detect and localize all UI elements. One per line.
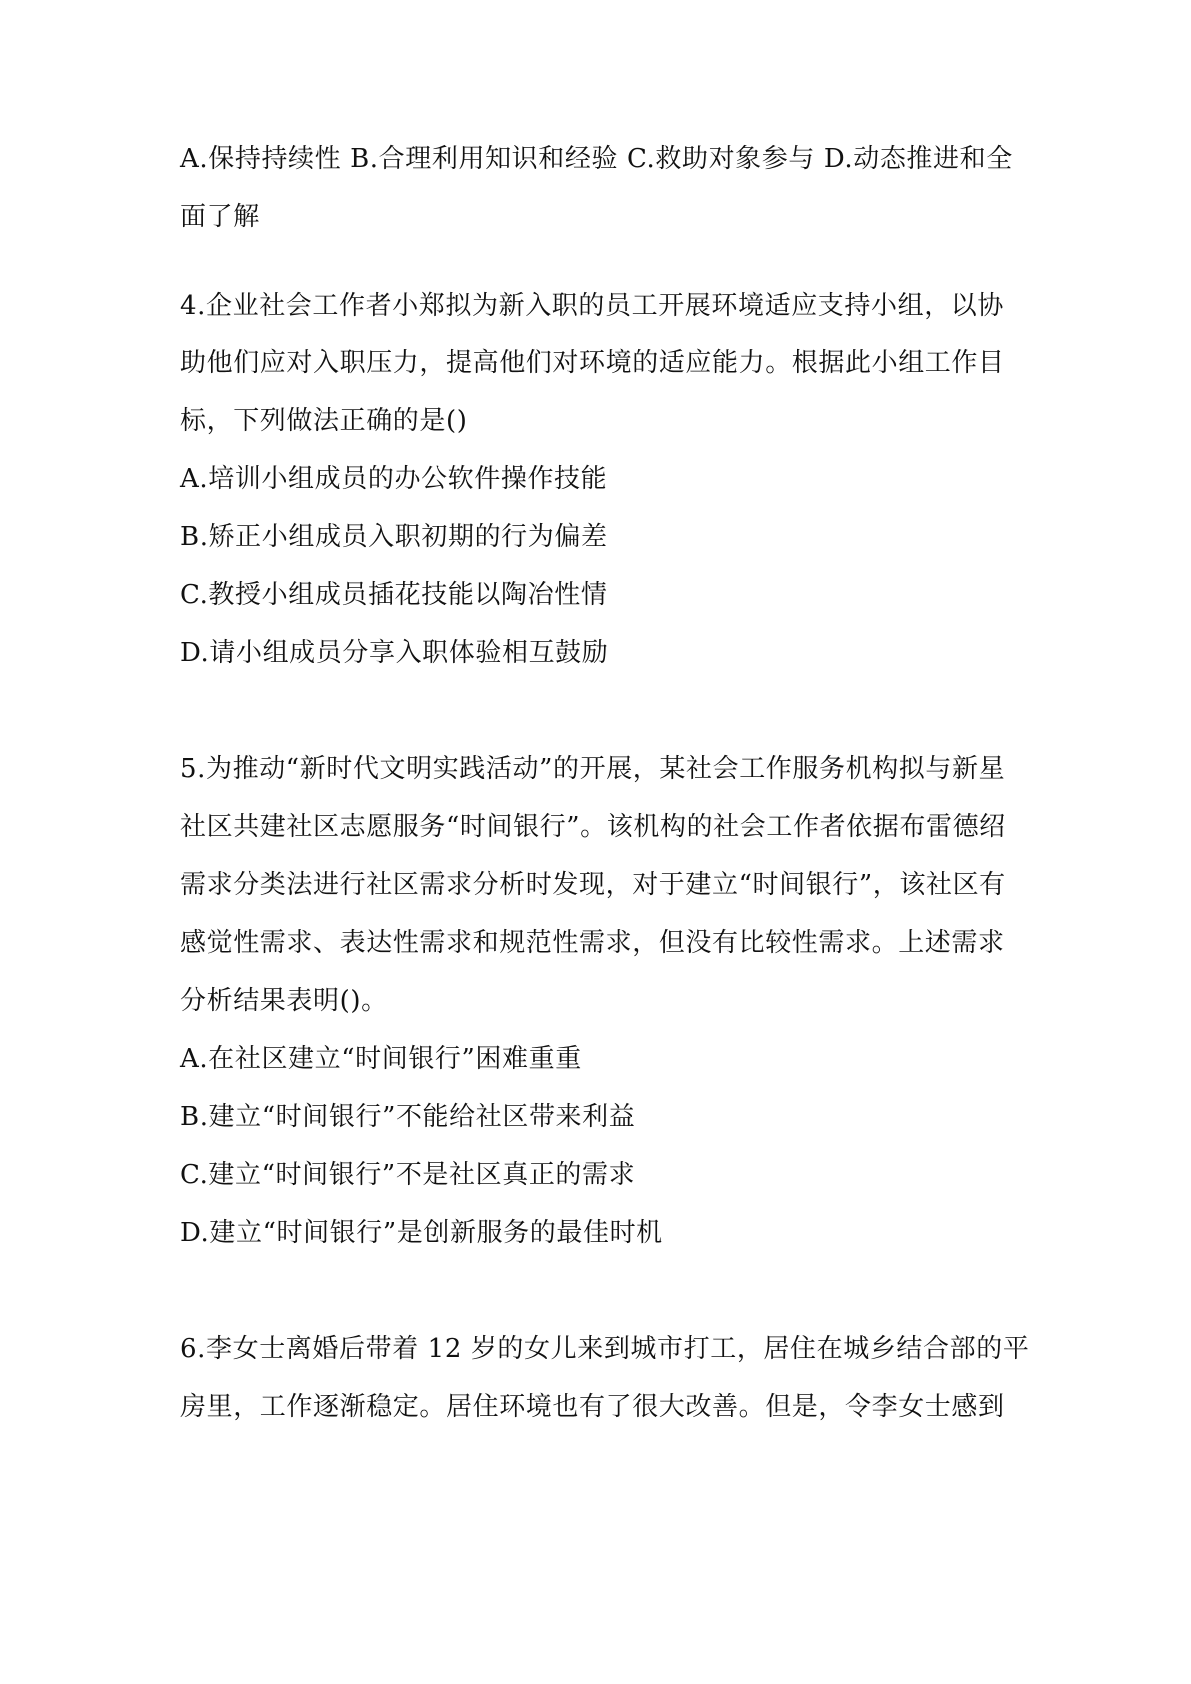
q6-stem-line-1: 6.李女士离婚后带着 12 岁的女儿来到城市打工，居住在城乡结合部的平 [180, 1334, 1030, 1364]
q5-option-a: A.在社区建立“时间银行”困难重重 [180, 1044, 582, 1074]
q4-option-b: B.矫正小组成员入职初期的行为偏差 [180, 522, 608, 552]
q4-stem-line-2: 助他们应对入职压力，提高他们对环境的适应能力。根据此小组工作目 [180, 348, 1005, 378]
q5-option-d: D.建立“时间银行”是创新服务的最佳时机 [180, 1218, 663, 1248]
prev-options-line-2: 面了解 [180, 202, 260, 232]
q4-option-c: C.教授小组成员插花技能以陶冶性情 [180, 580, 608, 610]
q6-stem-line-2: 房里，工作逐渐稳定。居住环境也有了很大改善。但是，令李女士感到 [180, 1392, 1005, 1422]
q4-stem-line-3: 标，下列做法正确的是() [180, 406, 468, 436]
q5-stem-line-5: 分析结果表明()。 [180, 986, 388, 1016]
q4-option-a: A.培训小组成员的办公软件操作技能 [180, 464, 608, 494]
q5-stem-line-2: 社区共建社区志愿服务“时间银行”。该机构的社会工作者依据布雷德绍 [180, 812, 1006, 842]
q5-stem-line-3: 需求分类法进行社区需求分析时发现，对于建立“时间银行”，该社区有 [180, 870, 1006, 900]
q5-option-c: C.建立“时间银行”不是社区真正的需求 [180, 1160, 636, 1190]
q5-option-b: B.建立“时间银行”不能给社区带来利益 [180, 1102, 636, 1132]
q5-stem-line-1: 5.为推动“新时代文明实践活动”的开展，某社会工作服务机构拟与新星 [180, 754, 1006, 784]
prev-options-line-1: A.保持持续性 B.合理利用知识和经验 C.救助对象参与 D.动态推进和全 [180, 144, 1013, 174]
q5-stem-line-4: 感觉性需求、表达性需求和规范性需求，但没有比较性需求。上述需求 [180, 928, 1005, 958]
q4-stem-line-1: 4.企业社会工作者小郑拟为新入职的员工开展环境适应支持小组，以协 [180, 291, 1005, 321]
q4-option-d: D.请小组成员分享入职体验相互鼓励 [180, 638, 609, 668]
